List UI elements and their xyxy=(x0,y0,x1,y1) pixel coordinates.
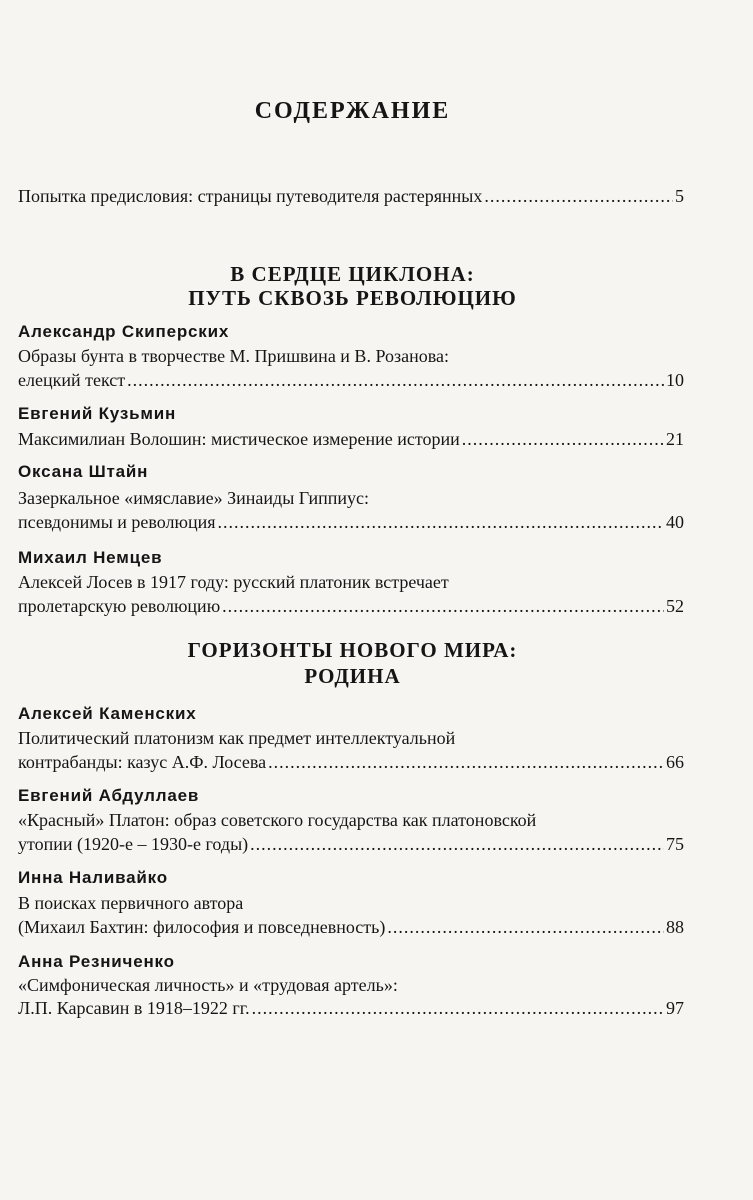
dot-leader xyxy=(387,917,664,938)
entry-title-end xyxy=(18,596,684,617)
page-number: 52 xyxy=(666,596,684,616)
entry-title: Попытка предисловия: страницы путеводителя растерянных xyxy=(18,186,483,206)
entry-author: Анна Резниченко xyxy=(18,952,175,971)
entry-title-line2: псевдонимы и революция xyxy=(18,512,216,532)
page-title: СОДЕРЖАНИЕ xyxy=(254,98,451,124)
dot-leader xyxy=(484,186,673,207)
entry-author: Александр Скиперских xyxy=(18,322,230,341)
page-number: 75 xyxy=(666,834,684,854)
entry-author: Алексей Каменских xyxy=(18,704,197,723)
page-number: 88 xyxy=(666,917,684,937)
entry-title: «Симфоническая личность» и «трудовая артель»: xyxy=(18,975,398,995)
section-heading: ГОРИЗОНТЫ НОВОГО МИРА: xyxy=(187,638,518,662)
dot-leader xyxy=(268,752,664,773)
entry-title: Максимилиан Волошин: мистическое измерение истории xyxy=(18,429,460,449)
entry-title: Политический платонизм как предмет интеллектуальной xyxy=(18,728,456,748)
page-number: 21 xyxy=(666,429,684,449)
toc-entry-preface xyxy=(18,186,684,207)
dot-leader xyxy=(250,834,664,855)
entry-title-line2: пролетарскую революцию xyxy=(18,596,221,616)
entry-title-end xyxy=(18,512,684,533)
entry-title-line2: (Михаил Бахтин: философия и повседневность) xyxy=(18,917,386,937)
entry-title: В поисках первичного автора xyxy=(18,893,244,913)
entry-title-end xyxy=(18,834,684,855)
entry-title-end xyxy=(18,998,684,1019)
entry-title-end xyxy=(18,429,684,450)
section-heading-line2: РОДИНА xyxy=(304,664,401,688)
entry-title-line2: контрабанды: казус А.Ф. Лосева xyxy=(18,752,267,772)
entry-title: Алексей Лосев в 1917 году: русский платоник встречает xyxy=(18,572,449,592)
page-number: 97 xyxy=(666,998,684,1018)
dot-leader xyxy=(218,512,664,533)
page-number: 40 xyxy=(666,512,684,532)
dot-leader xyxy=(252,998,664,1019)
entry-title-end xyxy=(18,370,684,391)
section-heading-line2: ПУТЬ СКВОЗЬ РЕВОЛЮЦИЮ xyxy=(188,286,517,310)
dot-leader xyxy=(462,429,664,450)
entry-title-line2: Л.П. Карсавин в 1918–1922 гг. xyxy=(18,998,250,1018)
entry-title-end xyxy=(18,752,684,773)
entry-title: Образы бунта в творчестве М. Пришвина и В. Розанова: xyxy=(18,346,449,366)
entry-author: Инна Наливайко xyxy=(18,868,168,887)
page-number: 10 xyxy=(666,370,684,390)
page-number: 66 xyxy=(666,752,684,772)
entry-author: Евгений Абдуллаев xyxy=(18,786,200,805)
page-number: 5 xyxy=(675,186,684,206)
entry-author: Оксана Штайн xyxy=(18,462,149,481)
entry-author: Евгений Кузьмин xyxy=(18,404,177,423)
entry-title: «Красный» Платон: образ советского государства как платоновской xyxy=(18,810,537,830)
entry-author: Михаил Немцев xyxy=(18,548,163,567)
section-heading: В СЕРДЦЕ ЦИКЛОНА: xyxy=(230,262,475,286)
entry-title-line2: елецкий текст xyxy=(18,370,126,390)
dot-leader xyxy=(222,596,664,617)
entry-title-line2: утопии (1920-е – 1930-е годы) xyxy=(18,834,249,854)
entry-title: Зазеркальное «имяславие» Зинаиды Гиппиус: xyxy=(18,488,370,508)
entry-title-end xyxy=(18,917,684,938)
dot-leader xyxy=(127,370,664,391)
